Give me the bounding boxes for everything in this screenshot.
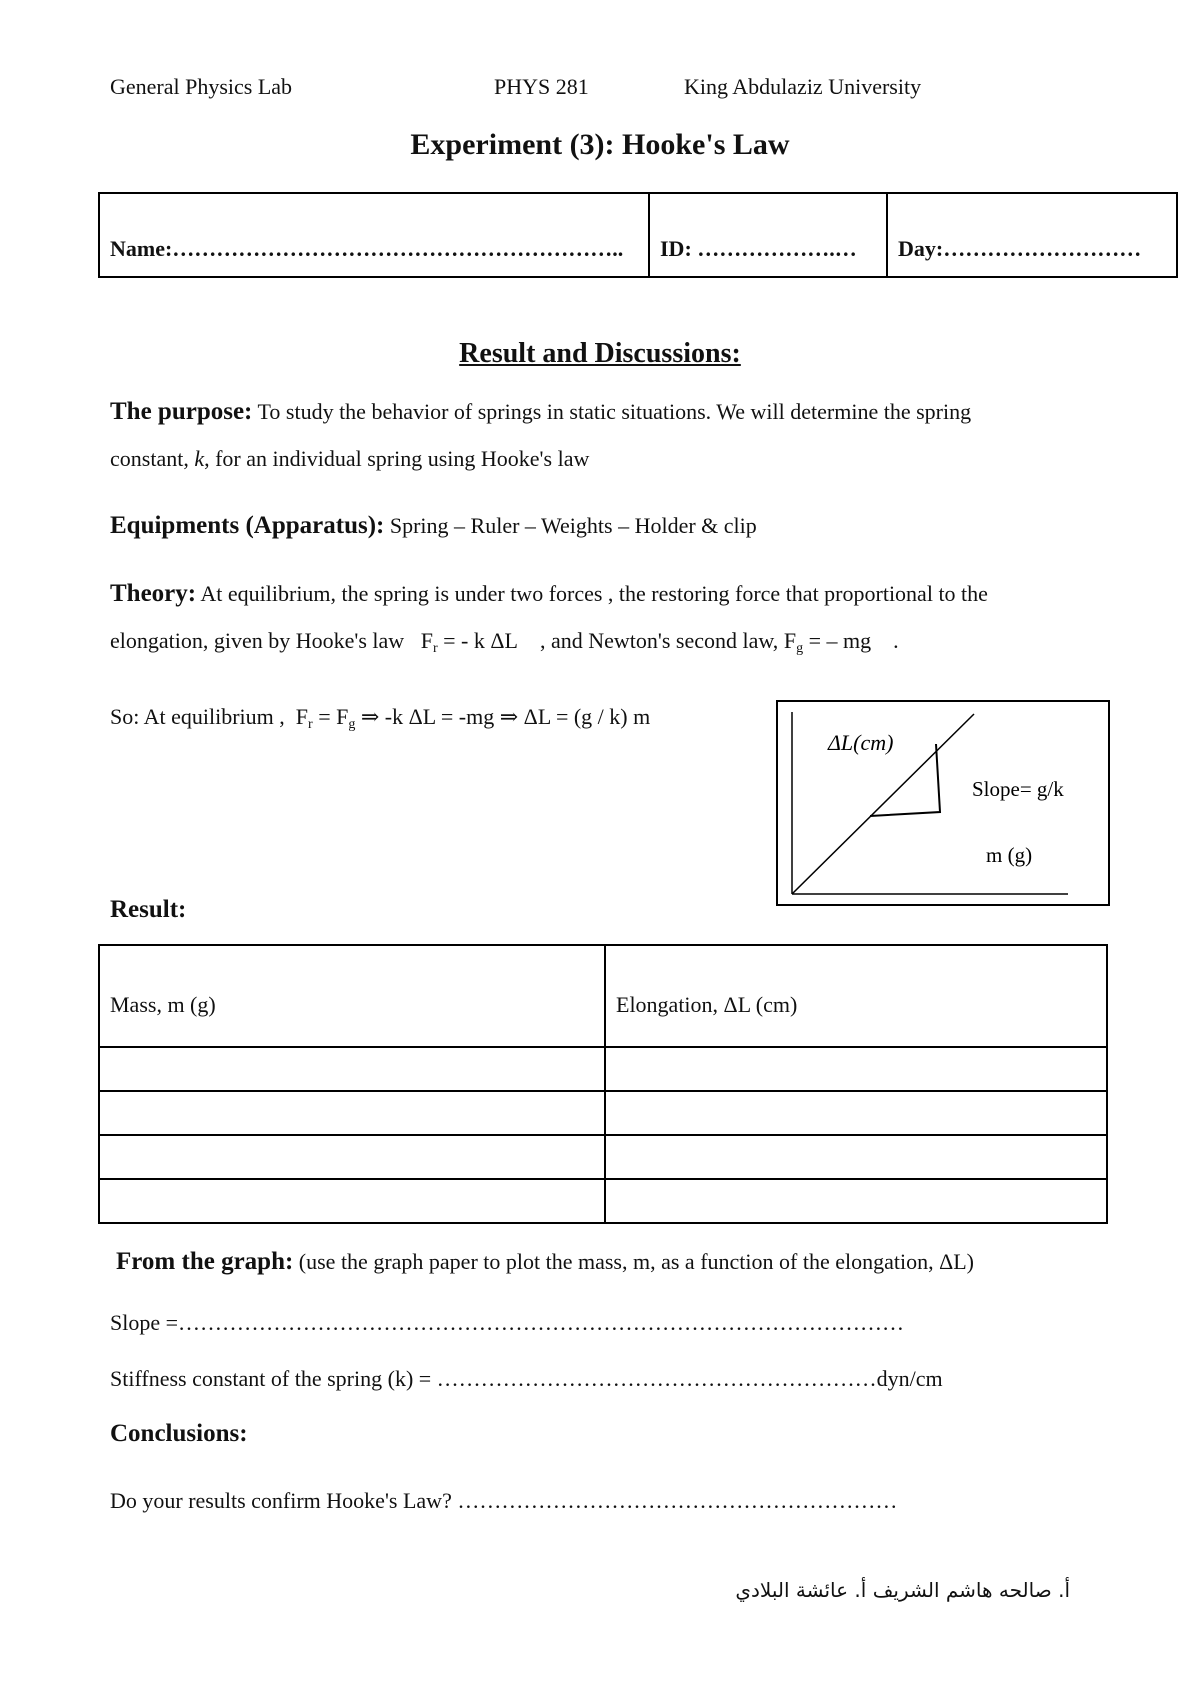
header-university: King Abdulaziz University [684,74,922,99]
elongation-cell[interactable] [605,1047,1107,1091]
theory-line-1 [110,580,988,608]
equipment-label: Equipments (Apparatus): [110,512,385,539]
theory-line-2: elongation, given by Hooke's law $F_r$ = - k ΔL , and Newton's second law, $F_g$ = – mg . [110,628,899,656]
from-graph-text: (use the graph paper to plot the mass, m, as a function of the elongation, ΔL) [293,1249,974,1274]
purpose-text-2a: constant, [110,446,195,471]
mass-cell[interactable] [99,1091,605,1135]
hooke-equation: $F_r$ = - k ΔL [420,628,518,656]
mass-cell[interactable] [99,1047,605,1091]
elongation-cell[interactable] [605,1135,1107,1179]
student-info-table [98,192,1178,278]
theory-text-2b: , and Newton's second law, [539,628,779,653]
slope-field[interactable]: Slope =……………………………………………………………………………………… [110,1310,905,1335]
theory-label: Theory: [110,580,197,607]
purpose-text: To study the behavior of springs in static situations. We will determine the spring [252,399,972,424]
equilibrium-prefix: So: At equilibrium , [110,704,285,729]
theory-text-2a: elongation, given by Hooke's law [110,628,405,653]
table-row [99,1179,1107,1223]
page-title: Experiment (3): Hooke's Law [410,128,790,161]
purpose-text-2b: , for an individual spring using Hooke's law [204,446,590,471]
theory-text: At equilibrium, the spring is under two forces , the restoring force that proportional to the [196,581,988,606]
purpose-line-2 [110,446,589,472]
y-axis-label: ΔL(cm) [828,730,894,755]
equilibrium-line [110,704,650,733]
from-graph-label: From the graph: [116,1248,294,1275]
slope-graph [778,702,1108,904]
k-symbol: k [194,446,205,471]
from-graph-line [116,1248,974,1276]
mass-column-header: Mass, m (g) [99,945,605,1047]
elongation-cell[interactable] [605,1179,1107,1223]
conclusion-question-field[interactable]: Do your results confirm Hooke's Law? …………………………………………………… [110,1488,898,1513]
equipment-line [110,512,757,540]
x-axis-label: m (g) [986,843,1033,867]
stiffness-field[interactable]: Stiffness constant of the spring (k) = ……………………………………………………dyn/cm [110,1366,943,1391]
table-row [99,1135,1107,1179]
elongation-column-header: Elongation, ΔL (cm) [605,945,1107,1047]
table-row [99,1091,1107,1135]
equilibrium-equation: $F_r = F_g$ ⇒ -k ΔL = -mg ⇒ ΔL = (g / k) m [295,704,651,732]
newton-equation: $F_g$ = – mg [783,628,872,656]
table-row [99,1047,1107,1091]
section-title: Result and Discussions: [459,338,741,369]
purpose-label: The purpose: [110,398,253,425]
header-course-code: PHYS 281 [494,74,589,99]
purpose-line-1 [110,398,971,426]
id-field[interactable]: ID: ……………….… [649,193,887,277]
result-label: Result: [110,896,187,923]
header-course-name: General Physics Lab [110,74,293,99]
mass-cell[interactable] [99,1179,605,1223]
slope-graph-box [776,700,1110,906]
day-field[interactable]: Day:……………………… [887,193,1177,277]
name-field[interactable]: Name:…………………………………………………….. [99,193,649,277]
mass-cell[interactable] [99,1135,605,1179]
result-table [98,944,1108,1224]
slope-label: Slope= g/k [972,777,1064,801]
conclusions-label: Conclusions: [110,1420,248,1447]
equipment-text: Spring – Ruler – Weights – Holder & clip [384,513,757,538]
footer-authors: أ. صالحه هاشم الشريف أ. عائشة البلادي [735,1578,1070,1602]
elongation-cell[interactable] [605,1091,1107,1135]
